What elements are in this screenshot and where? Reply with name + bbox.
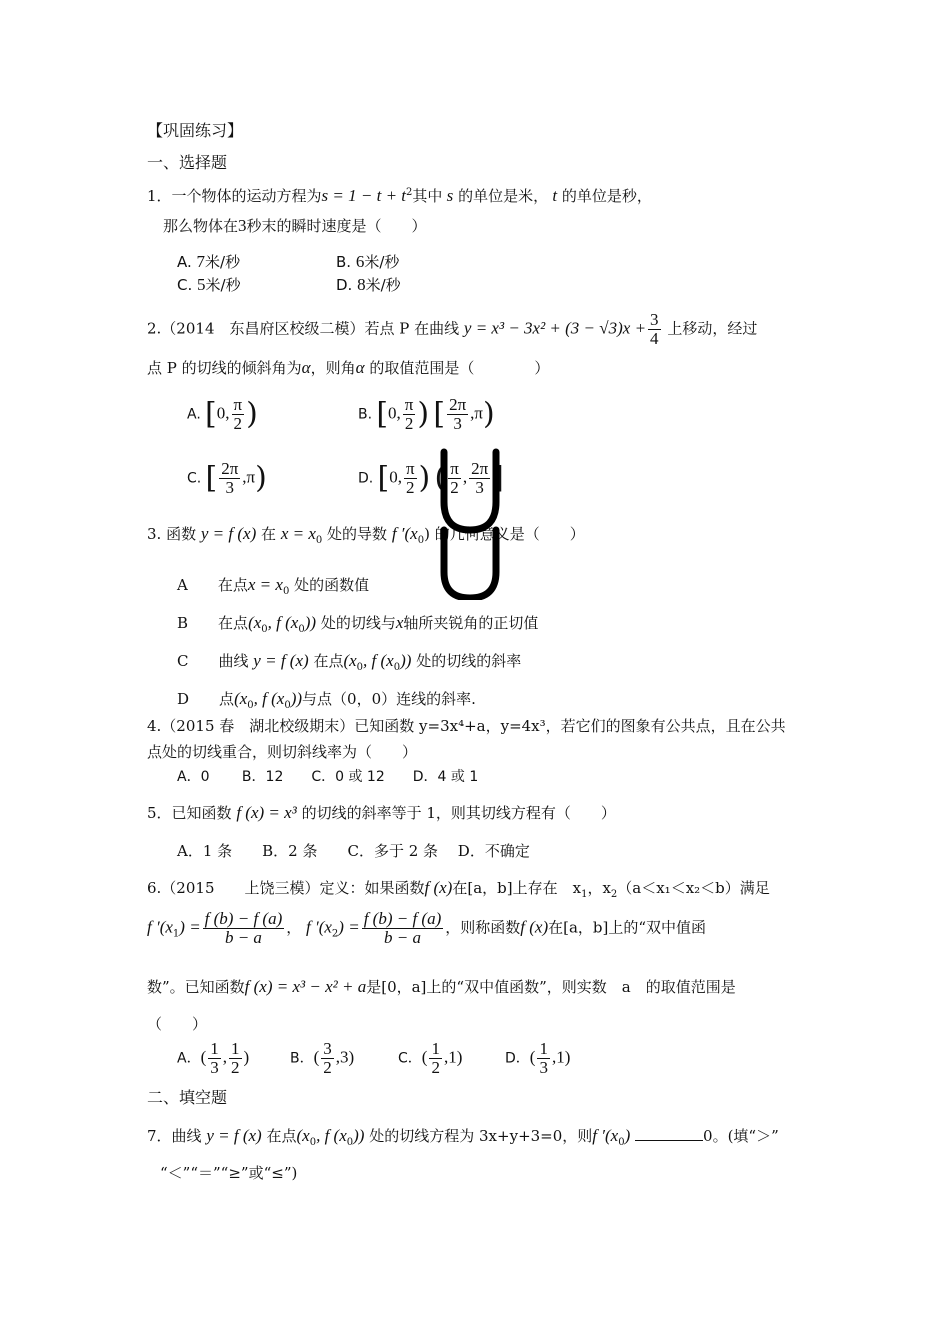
question-6-line1: 6.（2015 上饶三模）定义：如果函数f (x)在[a，b]上存在 $x_1$，$x_2(a<x_1<x_2<b)$满足 — [147, 878, 770, 900]
question-2-choice-a[interactable]: A. [0, $\frac{\pi}{2}$ ) — [187, 395, 258, 433]
question-4-line1: 4.（2015 春 湖北校级期末）已知函数 y=3x⁴+a，y=4x³，若它们的图象有公共点，且在公共 — [147, 717, 786, 735]
question-3-choice-b[interactable]: B 在点($x_0$, f $(x_0)$) 处的切线与x轴所夹锐角的正切值 — [177, 613, 539, 635]
question-6-choice-c[interactable]: C．( $\frac{1}{2}$ ,1) — [398, 1039, 463, 1077]
question-6-line3: 数”。已知函数f (x) = x³ − x² + a是[0，a]上的“双中值函数”，则实数 a 的取值范围是 — [147, 977, 736, 996]
question-3-choice-a[interactable]: A 在点$x = x_0$ 处的函数值 — [177, 575, 370, 597]
part2-title: 二、填空题 — [147, 1088, 228, 1107]
question-6-choice-a[interactable]: A．( $\frac{1}{3}$ , $\frac{1}{2}$ ) — [177, 1039, 250, 1077]
question-2-choice-d[interactable]: D. [0, $\frac{\pi}{2}$ ) ( $\frac{\pi}{2}$ , $\frac{2\pi}{3}$ ] — [358, 459, 504, 497]
question-2-choice-c[interactable]: C. [ $\frac{2\pi}{3}$ ,π) — [187, 459, 267, 497]
question-6-choice-d[interactable]: D．( $\frac{1}{3}$ ,1) — [505, 1039, 571, 1077]
stray-bracket-marks — [430, 440, 510, 600]
question-5-line1: 5．已知函数 f (x) = x³ 的切线的斜率等于 1，则其切线方程有（ ） — [147, 803, 616, 822]
question-7-line1: 7．曲线 y = f (x) 在点($x_0$, f $(x_0)$) 处的切线方程为 3x+y+3=0，则f $'(x_0)$ 0。(填“＞” — [147, 1126, 779, 1148]
question-3-choice-c[interactable]: C 曲线 y = f (x) 在点($x_0$, f $(x_0)$) 处的切线的斜率 — [177, 651, 522, 673]
question-1-line2: 那么物体在3秒末的瞬时速度是（ ） — [163, 216, 427, 235]
section-title: 【巩固练习】 — [147, 121, 244, 140]
answer-blank[interactable] — [635, 1126, 703, 1141]
question-6-choice-b[interactable]: B．( $\frac{3}{2}$ ,3) — [290, 1039, 355, 1077]
question-6-paren: （ ） — [147, 1015, 208, 1033]
question-1-choice-d[interactable]: D. 8米/秒 — [336, 275, 401, 294]
fraction-three-quarters: $\frac{3}{4}$ — [650, 310, 659, 348]
question-2-choice-b[interactable]: B. [0, $\frac{\pi}{2}$ ) [ $\frac{2\pi}{3}$ ,π) — [358, 395, 495, 433]
question-5-choices[interactable]: A．1 条 B．2 条 C．多于 2 条 D．不确定 — [177, 842, 530, 860]
question-6-line2: f $'(x_1)$ = $\frac{f (b) - f (a)}{b - a}$ ， f $'(x_2)$ = $\frac{f (b) - f (a)}{b - a}$ ，则称函数f (x)在[a，b]上的“双中值函 — [147, 909, 707, 947]
question-4-choices[interactable]: A．0 B．12 C．0 或 12 D．4 或 1 — [177, 769, 479, 785]
question-2-line2: 点 P 的切线的倾斜角为α，则角α 的取值范围是（ ） — [147, 358, 550, 377]
question-7-line2: “＜”“＝”“≥”或“≤”) — [160, 1164, 298, 1182]
question-1-choice-c[interactable]: C. 5米/秒 — [177, 275, 241, 294]
question-3-line1: 3. 函数 y = f (x) 在 $x = x_0$ 处的导数 f $'(x_0)$ 的几何意义是（ ） — [147, 524, 585, 546]
question-1-choice-a[interactable]: A. 7米/秒 — [177, 252, 241, 271]
question-3-choice-d[interactable]: D 点($x_0$, f $(x_0)$)与点（0，0）连线的斜率. — [177, 689, 476, 711]
question-2-line1: 2.（2014 东昌府区校级二模）若点 P 在曲线 y = x³ − 3x² + (3 − √3)x + $\frac{3}{4}$ 上移动，经过 — [147, 310, 758, 348]
question-1-line1: 1．一个物体的运动方程为$s = 1 - t + t^2$其中 s 的单位是米， t 的单位是秒， — [147, 186, 652, 205]
question-1-choice-b[interactable]: B. 6米/秒 — [336, 252, 400, 271]
part1-title: 一、选择题 — [147, 153, 228, 172]
question-4-line2: 点处的切线重合，则切斜线率为（ ） — [147, 743, 418, 761]
